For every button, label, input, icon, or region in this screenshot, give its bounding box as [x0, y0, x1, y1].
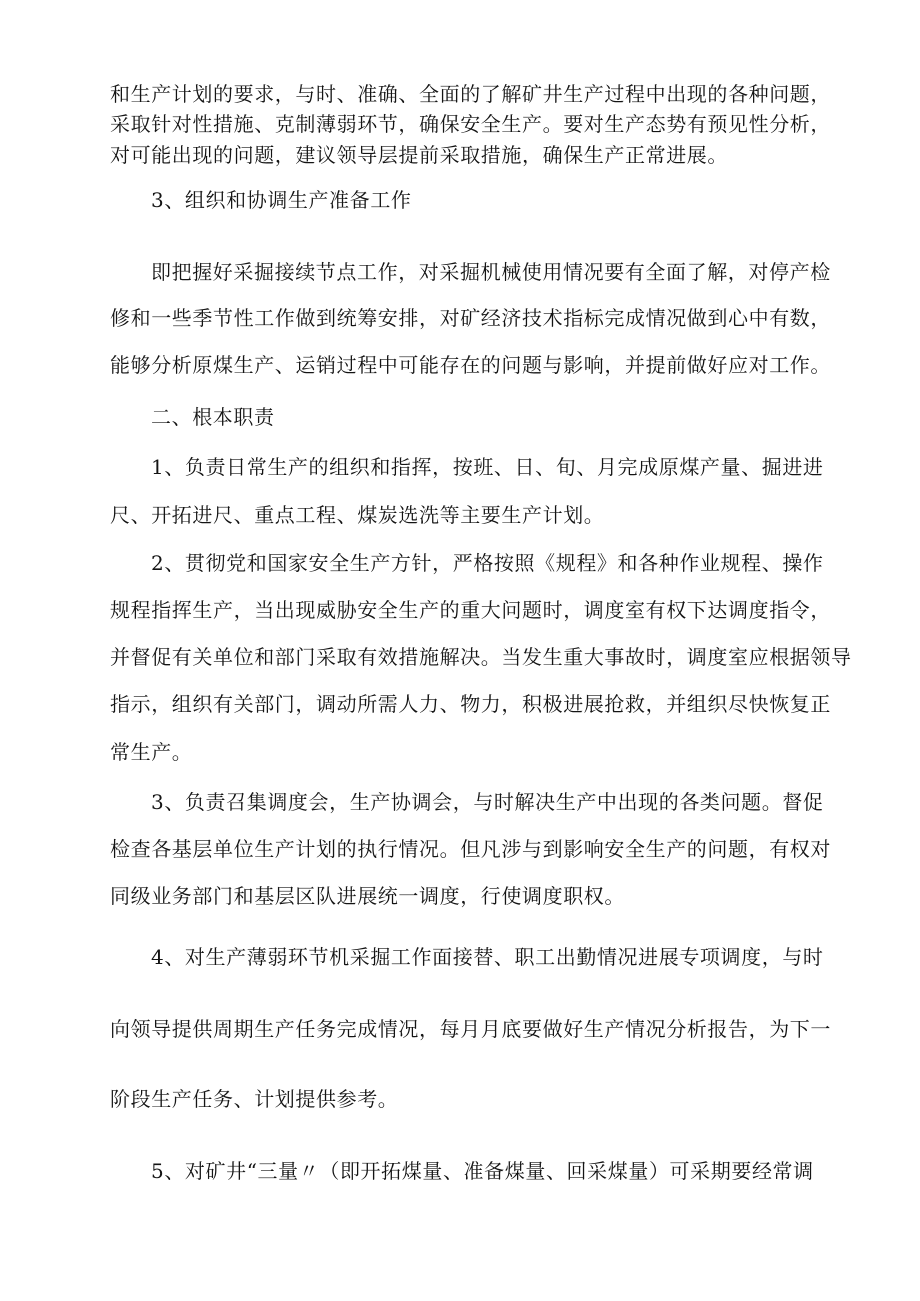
section-heading: 二、根本职责	[151, 405, 275, 429]
paragraph-line: 对可能出现的问题，建议领导层提前采取措施，确保生产正常进展。	[110, 143, 728, 167]
paragraph-line: 即把握好采掘接续节点工作，对采掘机械使用情况要有全面了解，对停产检	[151, 260, 831, 284]
paragraph-line: 并督促有关单位和部门采取有效措施解决。当发生重大事故时，调度室应根据领导	[110, 645, 852, 669]
paragraph-line: 规程指挥生产，当出现威胁安全生产的重大问题时，调度室有权下达调度指令，	[110, 598, 831, 622]
paragraph-line: 和生产计划的要求，与时、准确、全面的了解矿井生产过程中出现的各种问题，	[110, 82, 831, 106]
paragraph-line: 指示，组织有关部门，调动所需人力、物力，积极进展抢救，并组织尽快恢复正	[110, 692, 831, 716]
paragraph-line: 检查各基层单位生产计划的执行情况。但凡涉与到影响安全生产的问题，有权对	[110, 837, 831, 861]
paragraph-line: 3、负责召集调度会，生产协调会，与时解决生产中出现的各类问题。督促	[151, 790, 824, 814]
paragraph-line: 1、负责日常生产的组织和指挥，按班、日、旬、月完成原煤产量、掘进进	[151, 455, 824, 479]
paragraph-line: 采取针对性措施、克制薄弱环节，确保安全生产。要对生产态势有预见性分析，	[110, 112, 831, 136]
paragraph-line: 4、对生产薄弱环节机采掘工作面接替、职工出勤情况进展专项调度，与时	[151, 945, 824, 969]
paragraph-line: 向领导提供周期生产任务完成情况，每月月底要做好生产情况分析报告，为下一	[110, 1017, 831, 1041]
paragraph-line: 常生产。	[110, 740, 193, 764]
paragraph-line: 阶段生产任务、计划提供参考。	[110, 1087, 399, 1111]
paragraph-line: 5、对矿井“三量〃（即开拓煤量、准备煤量、回采煤量）可采期要经常调	[151, 1159, 814, 1183]
paragraph-line: 2、贯彻党和国家安全生产方针，严格按照《规程》和各种作业规程、操作	[151, 551, 824, 575]
paragraph-line: 尺、开拓进尺、重点工程、煤炭选洗等主要生产计划。	[110, 503, 605, 527]
paragraph-line: 修和一些季节性工作做到统筹安排，对矿经济技术指标完成情况做到心中有数，	[110, 306, 831, 330]
paragraph-line: 同级业务部门和基层区队进展统一调度，行使调度职权。	[110, 884, 625, 908]
paragraph-line: 能够分析原煤生产、运销过程中可能存在的问题与影响，并提前做好应对工作。	[110, 353, 831, 377]
section-heading: 3、组织和协调生产准备工作	[151, 188, 412, 212]
